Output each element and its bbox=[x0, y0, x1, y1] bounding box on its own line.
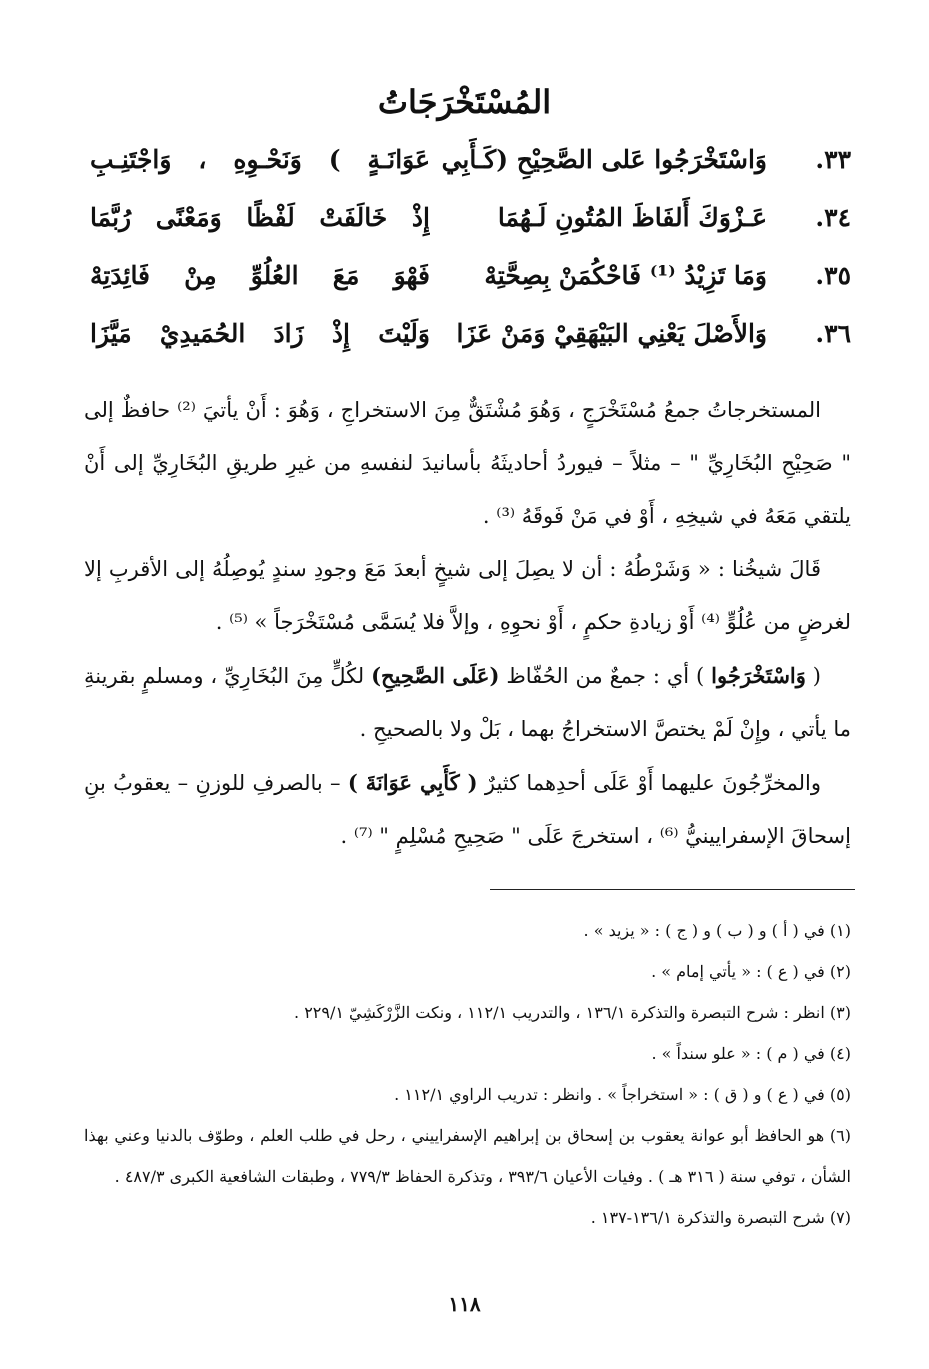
paragraph-text: ) أي : جمعٌ من الحُفّاظ bbox=[499, 664, 712, 688]
commentary-paragraph-2: قَالَ شيخُنا : « وَشَرْطُهُ : أن لا يصِلَ إلى شيخٍ أبعدَ مَعَ وجودِ سندٍ يُوصِلُهُ إلى الأقربِ إلا لغرضٍ من عُلُوٍّ ⁽⁴⁾ أَوْ زيادةِ حكمٍ ، أَوْ نحوِهِ ، وإلاَّ فلا يُسَمَّى مُسْتَخْرَجاً » ⁽⁵⁾ . bbox=[84, 557, 851, 634]
verse-number: ٣٦. bbox=[815, 319, 851, 348]
verse-row bbox=[90, 192, 851, 250]
quoted-verse-term: (عَلَى الصَّحِيحِ) bbox=[371, 663, 500, 688]
quoted-verse-term: وَاسْتَخْرَجُوا bbox=[711, 663, 806, 688]
footnote-5: (٥) في ( ع ) و ( ق ) : « استخراجاً » . وانظر : تدريب الراوي ١١٢/١ . bbox=[394, 1085, 851, 1104]
footnote-4: (٤) في ( م ) : « علو سنداً » . bbox=[651, 1044, 851, 1063]
footnote-separator bbox=[490, 889, 855, 890]
footnote-2: (٢) في ( ع ) : « يأتي إمام » . bbox=[651, 962, 851, 981]
page-number: ١١٨ bbox=[448, 1292, 481, 1316]
verse-second-hemistich: عَوَانَـةٍ ) وَنَحْـوِهِ ، وَاجْتَنِـبِ bbox=[90, 145, 430, 174]
footnote-1: (١) في ( أ ) و ( ب ) و ( ج ) : « يزيد » . bbox=[583, 921, 851, 940]
paragraph-text: والمخرِّجُونَ عليهما أَوْ عَلَى أحدِهما كثيرٌ bbox=[477, 771, 821, 795]
verse-row bbox=[90, 250, 851, 308]
commentary-body bbox=[84, 384, 851, 863]
verse-second-hemistich: فَهْوَ مَعَ العُلُوِّ مِنْ فَائِدَتِهْ bbox=[90, 261, 430, 290]
paragraph-text: لكُلٍّ مِنَ البُخَارِيِّ ، ومسلمٍ بقرينةِ ما يأتي ، وإِنْ لَمْ يختصَّ الاستخراجُ بهما ، بَلْ ولا بالصحيحِ . bbox=[84, 664, 851, 741]
footnote-3: (٣) انظر : شرح التبصرة والتذكرة ١٣٦/١ ، والتدريب ١١٢/١ ، ونكت الزَّرْكَشِيّ ٢٢٩/١ . bbox=[294, 1003, 851, 1022]
verse-first-hemistich: وَالأَصْلَ يَعْنِي البَيْهَقِيْ وَمَنْ عَزَا bbox=[456, 319, 767, 348]
footnote-6: (٦) هو الحافظ أبو عوانة يعقوب بن إسحاق بن إبراهيم الإسفراييني ، رحل في طلب العلم ، وطوّف بالدنيا وعني بهذا الشأن ، توفي سنة ( ٣١٦ هـ ) . وفيات الأعيان ٣٩٣/٦ ، وتذكرة الحفاظ ٧٧٩/٣ ، وطبقات الشافعية الكبرى ٤٨٧/٣ . bbox=[84, 1126, 851, 1186]
verses-block bbox=[90, 134, 851, 366]
verse-row bbox=[90, 308, 851, 366]
verse-number: ٣٤. bbox=[815, 203, 851, 232]
paren-open: ( bbox=[805, 664, 822, 688]
quoted-verse-term: ( كَأَبِي عَوَانَةَ ) bbox=[347, 770, 478, 795]
chapter-title: المُسْتَخْرَجَاتُ bbox=[377, 83, 552, 121]
verse-number: ٣٣. bbox=[815, 145, 851, 174]
footnote-7: (٧) شرح التبصرة والتذكرة ١٣٦/١-١٣٧ . bbox=[590, 1208, 851, 1227]
footnotes bbox=[84, 910, 851, 1238]
commentary-paragraph-4 bbox=[84, 756, 851, 863]
paragraph-text: – بالصرفِ للوزنِ – يعقوبُ بنِ إسحاقَ الإسفرايينيُّ ⁽⁶⁾ ، استخرجَ عَلَى " صَحِيحِ مُسْلِمٍ " ⁽⁷⁾ . bbox=[84, 771, 851, 848]
verse-first-hemistich: وَمَا تَزِيْدُ ⁽¹⁾ فَاحْكُمَنْ بِصِحَّتِهْ bbox=[484, 261, 767, 290]
verse-first-hemistich: عَـزْوَكَ أَلفَاظَ المُتُونِ لَـهُمَا bbox=[497, 203, 767, 232]
commentary-paragraph-1: المستخرجاتُ جمعُ مُسْتَخْرَجٍ ، وَهُوَ مُشْتَقٌّ مِنَ الاستخراجِ ، وَهُوَ : أَنْ يأتيَ ⁽²⁾ حافظٌ إلى " صَحِيْحِ البُخَارِيِّ " – مثلاً – فيوردُ أحاديثَهُ بأسانيدَ لنفسهِ من غيرِ طريقِ البُخَارِيِّ إلى أَنْ يلتقي مَعَهُ في شيخِهِ ، أَوْ في مَنْ فَوقَهُ ⁽³⁾ . bbox=[84, 398, 851, 528]
verse-number: ٣٥. bbox=[815, 261, 851, 290]
verse-second-hemistich: إِذْ خَالَفَتْ لَفْظًا وَمَعْنًى رُبَّمَا bbox=[90, 203, 430, 232]
commentary-paragraph-3 bbox=[84, 649, 851, 756]
verse-second-hemistich: وَلَيْتَ إِذْ زَادَ الحُمَيدِيْ مَيَّزَا bbox=[90, 319, 430, 348]
verse-first-hemistich: وَاسْتَخْرَجُوا عَلى الصَّحِيْحِ (كَـأَبِي bbox=[441, 145, 767, 174]
verse-row bbox=[90, 134, 851, 192]
